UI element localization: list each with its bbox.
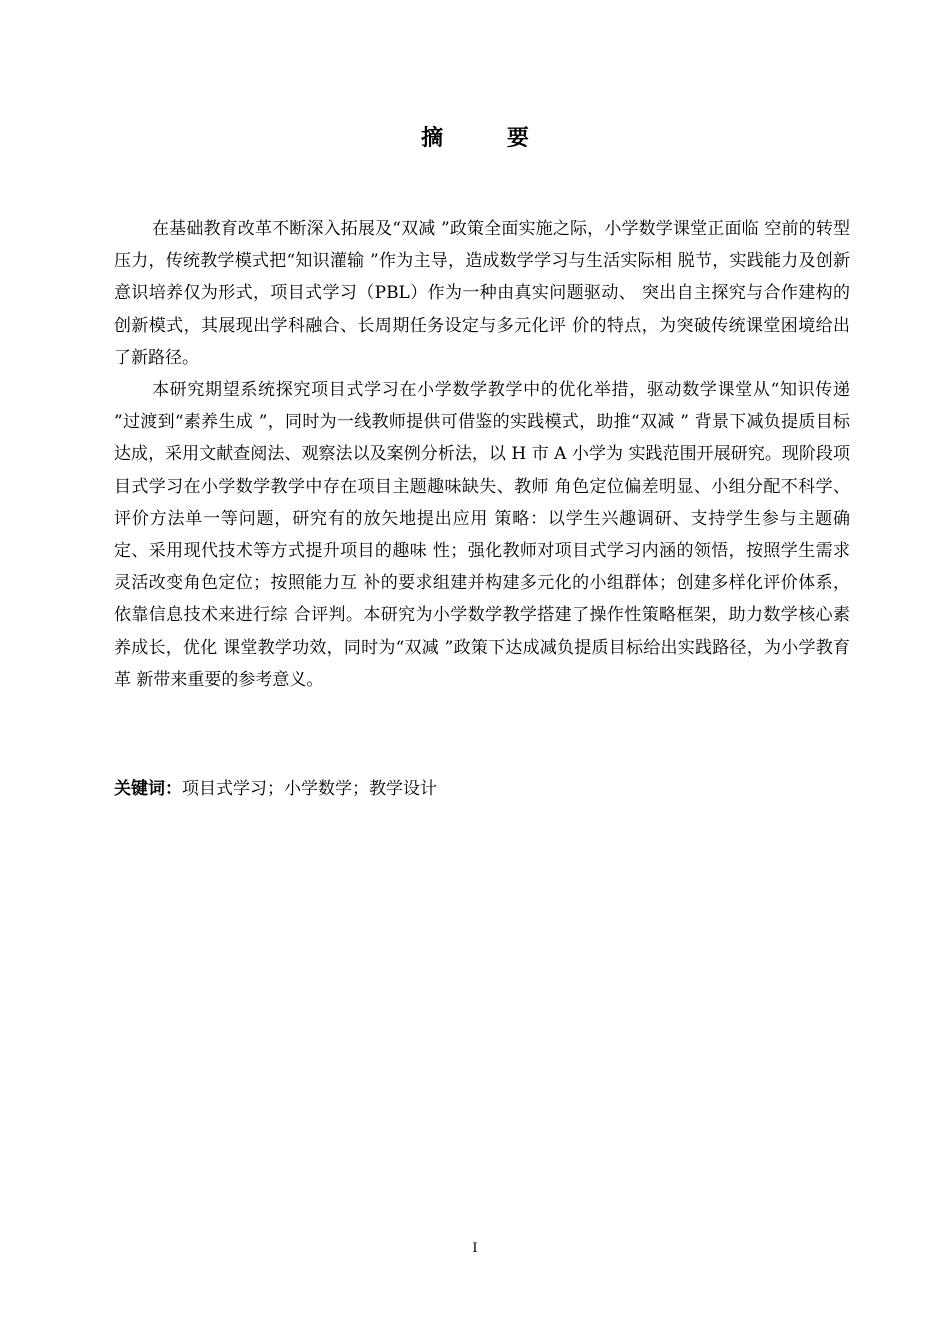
keywords-line (114, 775, 850, 803)
abstract-body (114, 213, 850, 696)
abstract-paragraph-1: 在基础教育改革不断深入拓展及“双减 ”政策全面实施之际，小学数学课堂正面临 空前的转型压力，传统教学模式把“知识灌输 ”作为主导，造成数学学习与生活实际相 脱节，实践能力及创新意识培养仅为形式，项目式学习（PBL）作为一种由真实问题驱动、 突出自主探究与合作建构的创新模式，其展现出学科融合、长周期任务设定与多元化评 价的特点，为突破传统课堂困境给出了新路径。 (114, 219, 850, 368)
page-number: I (472, 1241, 478, 1256)
keywords-label: 关键词： (114, 779, 182, 799)
keywords-values: 项目式学习；小学数学；教学设计 (182, 779, 437, 799)
abstract-paragraph-2: 本研究期望系统探究项目式学习在小学数学教学中的优化举措，驱动数学课堂从“知识传递 ”过渡到“素养生成 ”，同时为一线教师提供可借鉴的实践模式，助推“双减 ” 背景下减负提质目标达成，采用文献查阅法、观察法以及案例分析法，以 H 市 A 小学为 实践范围开展研究。现阶段项目式学习在小学数学教学中存在项目主题趣味缺失、教师 角色定位偏差明显、小组分配不科学、评价方法单一等问题，研究有的放矢地提出应用 策略：以学生兴趣调研、支持学生参与主题确定、采用现代技术等方式提升项目的趣味 性；强化教师对项目式学习内涵的领悟，按照学生需求灵活改变角色定位；按照能力互 补的要求组建并构建多元化的小组群体；创建多样化评价体系，依靠信息技术来进行综 合评判。本研究为小学数学教学搭建了操作性策略框架，助力数学核心素养成长，优化 课堂教学功效，同时为“双减 ”政策下达成减负提质目标给出实践路径，为小学教育革 新带来重要的参考意义。 (114, 380, 850, 690)
page-title: 摘 要 (421, 126, 557, 151)
